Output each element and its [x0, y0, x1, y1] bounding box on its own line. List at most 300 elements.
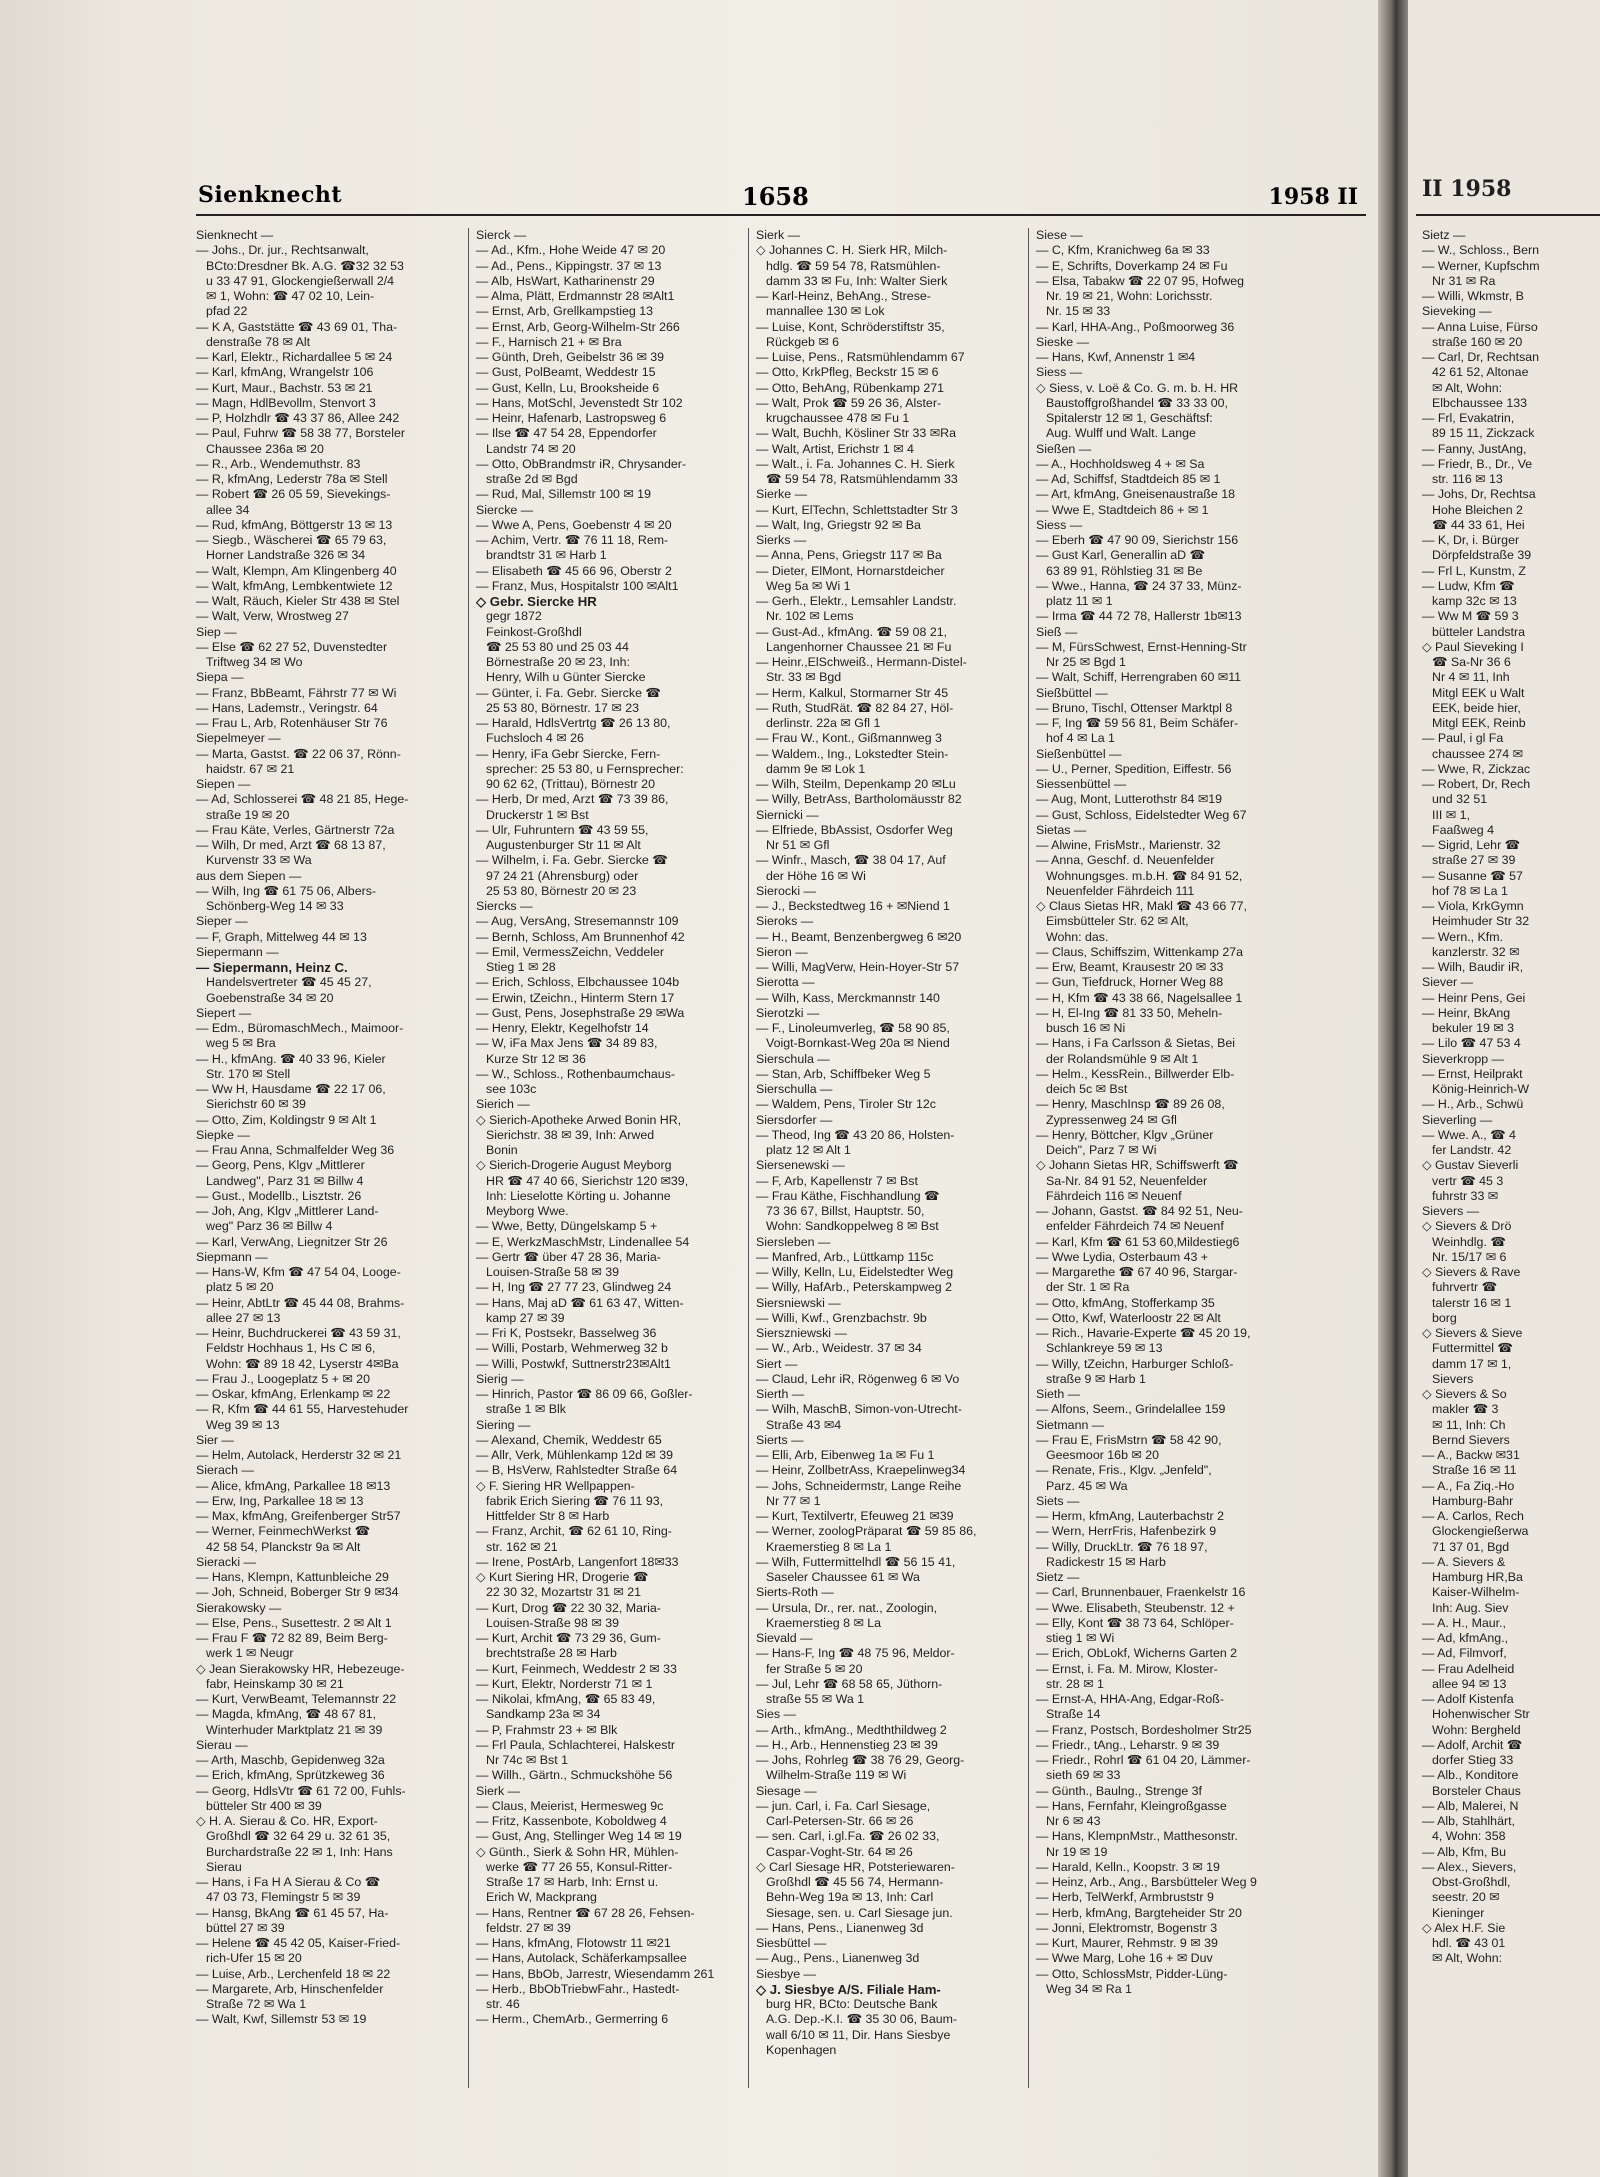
facing-page-entry-line: — Ad, kfmAng.,	[1422, 1631, 1509, 1645]
surname-heading: Siepmann —	[196, 1249, 268, 1264]
directory-entry-line: — Gust., Modellb., Lisztstr. 26	[196, 1188, 362, 1203]
directory-entry-line: — Gust, PolBeamt, Weddestr 15	[476, 365, 656, 380]
directory-entry-line: — Franz, Mus, Hospitalstr 100 ✉Alt1	[476, 578, 679, 593]
directory-entry-line: — Otto, Zim, Koldingstr 9 ✉ Alt 1	[196, 1112, 377, 1127]
directory-entry-line: — Henry, Böttcher, Klgv „Grüner	[1036, 1127, 1214, 1142]
surname-heading: Sietz —	[1036, 1570, 1080, 1584]
directory-entry-line: Carl-Petersen-Str. 66 ✉ 26	[766, 1814, 914, 1828]
surname-heading: Sietmann —	[1036, 1417, 1105, 1432]
directory-entry-line: — Wilh, Dr med, Arzt ☎ 68 13 87,	[196, 838, 386, 852]
surname-heading: Siess —	[1036, 517, 1083, 532]
year-volume: 1958 II	[1268, 184, 1358, 210]
directory-entry-line: — Bruno, Tischl, Ottenser Marktpl 8	[1036, 700, 1233, 715]
facing-page-entry-line: — Robert, Dr, Rech	[1422, 777, 1531, 791]
directory-entry-line: — F, Ing ☎ 59 56 81, Beim Schäfer-	[1036, 716, 1239, 730]
directory-entry-line: rich-Ufer 15 ✉ 20	[206, 1951, 302, 1966]
directory-entry-line: — Waldem., Ing., Lokstedter Stein-	[756, 746, 949, 761]
directory-entry-line: — Elfriede, BbAssist, Osdorfer Weg	[756, 822, 953, 837]
directory-entry-line: — Eberh ☎ 47 90 09, Sierichstr 156	[1036, 533, 1239, 547]
directory-entry-line: — Wwe E, Stadtdeich 86 + ✉ 1	[1036, 502, 1209, 517]
directory-entry-line: Straße 14	[1046, 1707, 1101, 1722]
directory-entry-line: — Elli, Arb, Eibenweg 1a ✉ Fu 1	[756, 1448, 935, 1462]
directory-entry-line: krugchaussee 478 ✉ Fu 1	[766, 411, 910, 425]
facing-page-entry-line: Hamburg HR,Ba	[1432, 1570, 1523, 1584]
facing-page-entry-line: Wohn: Bergheld	[1432, 1722, 1521, 1737]
page-header	[196, 180, 1366, 216]
directory-entry-line: Goebenstraße 34 ✉ 20	[206, 990, 334, 1005]
directory-entry-line: wall 6/10 ✉ 11, Dir. Hans Siesbye	[766, 2027, 951, 2042]
directory-entry-line: — Hans-W, Kfm ☎ 47 54 04, Looge-	[196, 1265, 401, 1279]
directory-entry-line: — Hans, KlempnMstr., Matthesonstr.	[1036, 1829, 1238, 1844]
facing-page-entry-line: fer Landstr. 42	[1432, 1143, 1512, 1157]
facing-page-entry-line: str. 116 ✉ 13	[1432, 472, 1503, 486]
surname-heading: Sierszniewski —	[756, 1326, 847, 1340]
surname-heading: aus dem Siepen —	[196, 868, 302, 883]
directory-entry-line: — Hans, Rentner ☎ 67 28 26, Fehsen-	[476, 1905, 695, 1920]
facing-page-entry-line: — W., Schloss., Bern	[1422, 243, 1540, 258]
facing-page-entry-line: — Frl, Evakatrin,	[1422, 411, 1515, 425]
facing-page-entry-line: straße 27 ✉ 39	[1432, 853, 1516, 868]
facing-page-entry-line: — Wern., Kfm.	[1422, 929, 1504, 944]
directory-entry-line: — Walt., i. Fa. Johannes C. H. Sierk	[756, 456, 955, 471]
directory-entry-line: Caspar-Voght-Str. 64 ✉ 26	[766, 1844, 913, 1859]
facing-page-entry-line: ◇ Alex H.F. Sie	[1422, 1920, 1506, 1935]
directory-entry-line: Henry, Wilh u Günter Siercke	[486, 670, 646, 685]
facing-page-list	[1422, 228, 1600, 1967]
facing-page-entry-line: — Sigrid, Lehr ☎	[1422, 838, 1521, 852]
directory-entry-line: — Walt, kfmAng, Lembkentwiete 12	[196, 578, 393, 593]
directory-entry-line: — Alfons, Seem., Grindelallee 159	[1036, 1402, 1226, 1417]
facing-page-entry-line: — Wwe. A., ☎ 4	[1422, 1127, 1516, 1142]
directory-entry-line: allee 34	[206, 502, 250, 517]
directory-entry-line: — Gust, Schloss, Eidelstedter Weg 67	[1036, 807, 1247, 822]
directory-entry-line: Horner Landstraße 326 ✉ 34	[206, 548, 366, 563]
facing-page-entry-line: ◇ Paul Sieveking I	[1422, 639, 1524, 654]
directory-entry-line: Kurvenstr 33 ✉ Wa	[206, 853, 312, 868]
facing-page-entry-line: ☎ 44 33 61, Hei	[1432, 517, 1525, 532]
surname-heading: Siepke —	[196, 1127, 250, 1142]
directory-entry-line: Louisen-Straße 98 ✉ 39	[486, 1615, 619, 1630]
directory-entry-line: Hittfelder Str 8 ✉ Harb	[486, 1509, 610, 1523]
surname-heading: Siessenbüttel —	[1036, 777, 1127, 791]
facing-page-entry-line: — Werner, Kupfschm	[1422, 258, 1540, 273]
directory-entry-line: — Wilh, Steilm, Depenkamp 20 ✉Lu	[756, 777, 956, 791]
facing-page-entry-line: — A. Carlos, Rech	[1422, 1509, 1524, 1523]
directory-entry-line: 25 53 80, Börnestr. 17 ✉ 23	[486, 700, 639, 715]
directory-entry-line: ◇ Carl Siesage HR, Potsteriewaren-	[756, 1859, 955, 1874]
directory-entry-line: — Wwe Marg, Lohe 16 + ✉ Duv	[1036, 1951, 1213, 1966]
directory-entry-line: — Georg, HdlsVtr ☎ 61 72 00, Fuhls-	[196, 1783, 406, 1798]
facing-page-entry-line: — Alb, Kfm, Bu	[1422, 1844, 1507, 1859]
facing-page-entry-line: 71 37 01, Bgd	[1432, 1539, 1510, 1554]
directory-entry-line: fer Straße 5 ✉ 20	[766, 1661, 863, 1676]
facing-page-entry-line: 89 15 11, Zickzack	[1432, 426, 1535, 441]
facing-page-entry-line: Elbchaussee 133	[1432, 395, 1528, 410]
directory-entry-line: — Heinr, AbtLtr ☎ 45 44 08, Brahms-	[196, 1295, 405, 1310]
directory-entry-line: Aug. Wulff und Walt. Lange	[1046, 426, 1196, 441]
directory-entry-line: Burchardstraße 22 ✉ 1, Inh: Hans	[206, 1844, 393, 1859]
directory-entry-line: — Helm., KessRein., Billwerder Elb-	[1036, 1066, 1235, 1081]
directory-entry-line: 25 53 80, Börnestr 20 ✉ 23	[486, 883, 637, 898]
directory-entry-line: — Margarethe ☎ 67 40 96, Stargar-	[1036, 1265, 1238, 1279]
facing-page-entry-line: — Adolf Kistenfa	[1422, 1692, 1514, 1706]
directory-entry-line: — Hans, Kwf, Annenstr 1 ✉4	[1036, 350, 1196, 364]
directory-entry-line: — Henry, iFa Gebr Siercke, Fern-	[476, 746, 661, 761]
directory-entry-line: — Walt, Schiff, Herrengraben 60 ✉11	[1036, 670, 1242, 685]
directory-entry-line: — F, Graph, Mittelweg 44 ✉ 13	[196, 929, 367, 944]
surname-heading: Sieske —	[1036, 334, 1090, 349]
facing-page-entry-line: EEK, beide hier,	[1432, 700, 1521, 715]
directory-entry-line: — Kurt, Maur., Bachstr. 53 ✉ 21	[196, 380, 373, 395]
surname-heading: Siersniewski —	[756, 1295, 841, 1310]
directory-entry-line: ◇ Kurt Siering HR, Drogerie ☎	[476, 1570, 649, 1584]
directory-entry-line: — H., Arb., Hennenstieg 23 ✉ 39	[756, 1737, 938, 1752]
directory-entry-line: — Johs, Rohrleg ☎ 38 76 29, Georg-	[756, 1753, 965, 1767]
directory-entry-line: — Else, Pens., Susettestr. 2 ✉ Alt 1	[196, 1615, 392, 1630]
directory-entry-line: — Günth, Dreh, Geibelstr 36 ✉ 39	[476, 350, 665, 364]
surname-heading: Sier —	[196, 1432, 234, 1447]
facing-page-entry-line: — Friedr, B., Dr., Ve	[1422, 456, 1533, 471]
directory-entry-line: — F, Arb, Kapellenstr 7 ✉ Bst	[756, 1173, 918, 1188]
directory-entry-line: — Aug, VersAng, Stresemannstr 109	[476, 914, 679, 929]
directory-entry-line: — Wilh, Ing ☎ 61 75 06, Albers-	[196, 883, 377, 898]
directory-entry-line: Sandkamp 23a ✉ 34	[486, 1707, 601, 1722]
facing-page-entry-line: König-Heinrich-W	[1432, 1082, 1530, 1096]
directory-entry-line: ◇ Sierich-Drogerie August Meyborg	[476, 1158, 672, 1173]
directory-entry-line: Neuenfelder Fährdeich 111	[1046, 883, 1195, 898]
directory-entry-line: — W., Arb., Weidestr. 37 ✉ 34	[756, 1341, 922, 1356]
facing-page-entry-line: — Alb, Malerei, N	[1422, 1798, 1519, 1813]
directory-entry-line: 90 62 62, (Trittau), Börnestr 20	[486, 777, 655, 791]
surname-heading: Siert —	[756, 1356, 798, 1371]
directory-entry-line: A.G. Dep.-K.I. ☎ 35 30 06, Baum-	[766, 2012, 958, 2027]
directory-page	[196, 180, 1366, 2140]
directory-entry-line: — Elsa, Tabakw ☎ 22 07 95, Hofweg	[1036, 273, 1245, 288]
directory-entry-line: — Nikolai, kfmAng, ☎ 65 83 49,	[476, 1692, 656, 1706]
surname-heading: Siepelmeyer —	[196, 731, 281, 746]
directory-entry-line: — F., Harnisch 21 + ✉ Bra	[476, 334, 622, 349]
directory-entry-line: brechtstraße 28 ✉ Harb	[486, 1646, 617, 1661]
directory-entry-line: Siesage, sen. u. Carl Siesage jun.	[766, 1905, 953, 1920]
facing-page-entry-line: ◇ Sievers & Drö	[1422, 1219, 1512, 1234]
directory-column-2	[476, 228, 740, 2078]
directory-entry-line: — Wwe., Hanna, ☎ 24 37 33, Münz-	[1036, 578, 1242, 593]
surname-heading: Sierts —	[756, 1432, 804, 1447]
directory-entry-line: — Walt, Buchh, Kösliner Str 33 ✉Ra	[756, 426, 956, 441]
directory-entry-line: — Friedr., tAng., Leharstr. 9 ✉ 39	[1036, 1737, 1220, 1752]
directory-entry-line: fabr, Heinskamp 30 ✉ 21	[206, 1676, 344, 1691]
directory-entry-line: Sa-Nr. 84 91 52, Neuenfelder	[1046, 1173, 1208, 1188]
facing-page-entry-line: Hamburg-Bahr	[1432, 1493, 1514, 1508]
directory-entry-line: Großhdl ☎ 32 64 29 u. 32 61 35,	[206, 1829, 391, 1844]
directory-entry-line: — Alb, HsWart, Katharinenstr 29	[476, 273, 655, 288]
directory-entry-line: Sierau	[206, 1859, 242, 1874]
directory-entry-line: Weg 5a ✉ Wi 1	[766, 578, 851, 593]
directory-entry-line: — Willi, Postarb, Wehmerweg 32 b	[476, 1341, 668, 1356]
directory-entry-line: — J., Beckstedtweg 16 + ✉Niend 1	[756, 899, 950, 913]
facing-page-entry-line: — Wwe, R, Zickzac	[1422, 761, 1531, 776]
directory-entry-line: — Aug., Pens., Lianenweg 3d	[756, 1951, 920, 1966]
directory-entry-line: — Emil, VermessZeichn, Veddeler	[476, 944, 665, 959]
facing-page-entry-line: Straße 16 ✉ 11	[1432, 1463, 1517, 1478]
directory-entry-line: — Hans, Maj aD ☎ 61 63 47, Witten-	[476, 1295, 684, 1310]
directory-entry-line: — Otto, Kwf, Waterloostr 22 ✉ Alt	[1036, 1310, 1221, 1325]
directory-entry-line: — Siegb., Wäscherei ☎ 65 79 63,	[196, 533, 387, 547]
directory-entry-line: — Gust, Kelln, Lu, Brooksheide 6	[476, 380, 660, 395]
surname-heading: Sieth —	[1036, 1387, 1081, 1401]
directory-entry-line: — Frau F ☎ 72 82 89, Beim Berg-	[196, 1631, 388, 1645]
facing-page-entry-line: Sietz —	[1422, 228, 1466, 242]
directory-entry-line: — Erich, Schloss, Elbchaussee 104b	[476, 975, 680, 990]
directory-entry-line: Geesmoor 16b ✉ 20	[1046, 1448, 1160, 1462]
directory-entry-line: — Ursula, Dr., rer. nat., Zoologin,	[756, 1600, 938, 1615]
directory-column-1	[196, 228, 460, 2078]
surname-heading: Sierich —	[476, 1097, 530, 1112]
facing-page-entry-line: fuhrstr 33 ✉	[1432, 1188, 1499, 1203]
directory-entry-line: — Irene, PostArb, Langenfort 18✉33	[476, 1554, 679, 1569]
facing-page-entry-line: — Fanny, JustAng,	[1422, 441, 1527, 456]
directory-entry-line: — Franz, BbBeamt, Fährstr 77 ✉ Wi	[196, 685, 397, 700]
directory-entry-line: — Luise, Pens., Ratsmühlendamm 67	[756, 350, 965, 364]
directory-entry-line: — Magn, HdlBevollm, Stenvort 3	[196, 395, 376, 410]
directory-entry-line: Nr 25 ✉ Bgd 1	[1046, 655, 1126, 669]
directory-entry-line: — Rud, Mal, Sillemstr 100 ✉ 19	[476, 487, 651, 502]
facing-page-entry-line: hdl. ☎ 43 01	[1432, 1936, 1506, 1950]
directory-entry-line: deich 5c ✉ Bst	[1046, 1082, 1128, 1096]
directory-entry-line: — Kurt, Elektr, Norderstr 71 ✉ 1	[476, 1676, 653, 1691]
directory-entry-line: Zypressenweg 24 ✉ Gfl	[1046, 1112, 1177, 1127]
directory-entry-line: — H., Beamt, Benzenbergweg 6 ✉20	[756, 929, 962, 944]
directory-entry-line: Nr 74c ✉ Bst 1	[486, 1753, 568, 1767]
directory-entry-line: Straße 17 ✉ Harb, Inh: Ernst u.	[486, 1875, 659, 1889]
facing-page-entry-line: — Frau Adelheid	[1422, 1661, 1515, 1676]
directory-entry-line: Winterhuder Marktplatz 21 ✉ 39	[206, 1722, 383, 1737]
directory-entry-line: — Gust, Ang, Stellinger Weg 14 ✉ 19	[476, 1829, 682, 1844]
directory-entry-line: platz 5 ✉ 20	[206, 1280, 274, 1295]
directory-entry-line: — Stan, Arb, Schiffbeker Weg 5	[756, 1066, 931, 1081]
directory-entry-line: Handelsvertreter ☎ 45 45 27,	[206, 975, 372, 990]
directory-entry-line: — Gerh., Elektr., Lemsahler Landstr.	[756, 594, 957, 608]
directory-entry-line: — M, FürsSchwest, Ernst-Henning-Str	[1036, 639, 1247, 654]
directory-entry-line: u 33 47 91, Glockengießerwall 2/4	[206, 273, 395, 288]
facing-page-entry-line: Sieverkropp —	[1422, 1051, 1504, 1066]
directory-entry-line: — Erw, Ing, Parkallee 18 ✉ 13	[196, 1493, 364, 1508]
facing-page-entry-line: Weinhdlg. ☎	[1432, 1234, 1506, 1249]
directory-entry-line: Meyborg Wwe.	[486, 1204, 569, 1218]
surname-heading: Siese —	[1036, 228, 1083, 242]
directory-entry-line: — jun. Carl, i. Fa. Carl Siesage,	[756, 1798, 931, 1813]
directory-entry-line: bütteler Str 400 ✉ 39	[206, 1798, 322, 1813]
directory-entry-line: — sen. Carl, i.gl.Fa. ☎ 26 02 33,	[756, 1829, 940, 1844]
facing-page-entry-line: Glockengießerwa	[1432, 1524, 1529, 1539]
directory-entry-line: — C, Kfm, Kranichweg 6a ✉ 33	[1036, 243, 1210, 258]
directory-entry-line: — Ilse ☎ 47 54 28, Eppendorfer	[476, 426, 657, 441]
directory-entry-line: — Dieter, ElMont, Hornarstdeicher	[756, 563, 945, 578]
directory-entry-line: Spitalerstr 12 ✉ 1, Geschäftsf:	[1046, 411, 1213, 425]
surname-heading: Sierth —	[756, 1387, 805, 1401]
facing-page-entry-line: — Ludw, Kfm ☎	[1422, 578, 1515, 593]
directory-entry-line: — Günter, i. Fa. Gebr. Siercke ☎	[476, 685, 661, 700]
directory-entry-line: — H, El-Ing ☎ 81 33 50, Meheln-	[1036, 1005, 1223, 1020]
directory-entry-line: — Bernh, Schloss, Am Brunnenhof 42	[476, 929, 685, 944]
directory-entry-line: — Otto, ObBrandmstr iR, Chrysander-	[476, 456, 687, 471]
surname-heading: Siersenewski —	[756, 1158, 845, 1173]
directory-entry-line: hdlg. ☎ 59 54 78, Ratsmühlen-	[766, 258, 941, 273]
directory-entry-line: — Marta, Gastst. ☎ 22 06 37, Rönn-	[196, 746, 401, 761]
directory-entry-line: — Herb, Dr med, Arzt ☎ 73 39 86,	[476, 792, 669, 807]
directory-entry-line: — Kurt, Maurer, Rehmstr. 9 ✉ 39	[1036, 1936, 1218, 1950]
directory-entry-line: — Heinr, ZollbetrAss, Kraepelinweg34	[756, 1463, 966, 1478]
directory-entry-line: — Otto, KrkPfleg, Beckstr 15 ✉ 6	[756, 365, 939, 380]
surname-heading: Siepen —	[196, 777, 251, 791]
directory-entry-line: — Willi, Postwkf, Suttnerstr23✉Alt1	[476, 1356, 671, 1371]
directory-entry-line: sprecher: 25 53 80, u Fernsprecher:	[486, 761, 684, 776]
directory-entry-line: — Claus, Meierist, Hermesweg 9c	[476, 1798, 664, 1813]
directory-entry-line: — Helene ☎ 45 42 05, Kaiser-Fried-	[196, 1936, 401, 1950]
directory-entry-line: — F., Linoleumverleg, ☎ 58 90 85,	[756, 1021, 950, 1035]
directory-entry-line: — Herb, kfmAng, Bargteheider Str 20	[1036, 1905, 1242, 1920]
facing-page-entry-line: chaussee 274 ✉	[1432, 746, 1523, 761]
directory-entry-line: — Luise, Arb., Lerchenfeld 18 ✉ 22	[196, 1966, 391, 1981]
facing-page-header: II 1958	[1422, 176, 1512, 202]
directory-entry-line: — R., Arb., Wendemuthstr. 83	[196, 456, 361, 471]
directory-entry-line: Börnestraße 20 ✉ 23, Inh:	[486, 655, 631, 669]
directory-entry-line: — Kurt, Archit ☎ 73 29 36, Gum-	[476, 1631, 661, 1645]
facing-page-entry-line: — Ernst, Heilprakt	[1422, 1066, 1523, 1081]
directory-entry-line: Eimsbütteler Str. 62 ✉ Alt,	[1046, 914, 1189, 929]
directory-entry-line: — Else ☎ 62 27 52, Duvenstedter	[196, 639, 388, 654]
directory-entry-line: Sierichstr. 38 ✉ 39, Inh: Arwed	[486, 1127, 655, 1142]
facing-page-entry-line: kanzlerstr. 32 ✉	[1432, 944, 1520, 959]
directory-entry-line: — Ad., Kfm., Hohe Weide 47 ✉ 20	[476, 243, 666, 258]
directory-entry-line: — Gertr ☎ über 47 28 36, Maria-	[476, 1249, 661, 1264]
directory-entry-line: — Karl, kfmAng, Wrangelstr 106	[196, 365, 374, 380]
directory-entry-line: — Herb., BbObTriebwFahr., Hastedt-	[476, 1981, 680, 1996]
facing-page-entry-line: — Anna Luise, Fürso	[1422, 319, 1538, 334]
facing-page-entry-line: ◇ Sievers & Sieve	[1422, 1326, 1523, 1340]
surname-heading: Sievald —	[756, 1631, 813, 1645]
directory-entry-line: — Hansg, BkAng ☎ 61 45 57, Ha-	[196, 1905, 389, 1920]
facing-page-entry-line: ✉ 11, Inh: Ch	[1432, 1417, 1506, 1432]
directory-entry-line: — Walt, Artist, Erichstr 1 ✉ 4	[756, 441, 914, 456]
facing-page-entry-line: Kaiser-Wilhelm-	[1432, 1585, 1520, 1600]
surname-heading: Sierks —	[756, 533, 807, 547]
directory-entry-line: — Fritz, Kassenbote, Koboldweg 4	[476, 1814, 667, 1828]
directory-entry-line: Sierichstr 60 ✉ 39	[206, 1097, 306, 1112]
directory-entry-line: BCto:Dresdner Bk. A.G. ☎32 32 53	[206, 258, 404, 273]
directory-entry-line: — Alwine, FrisMstr., Marienstr. 32	[1036, 838, 1221, 852]
directory-entry-line: — Ruth, StudRät. ☎ 82 84 27, Höl-	[756, 700, 954, 715]
surname-heading: Sieracki —	[196, 1554, 256, 1569]
directory-entry-line: Fuchsloch 4 ✉ 26	[486, 731, 584, 746]
surname-heading: Siesbüttel —	[756, 1936, 827, 1950]
directory-entry-line: HR ☎ 47 40 66, Sierichstr 120 ✉39,	[486, 1173, 689, 1188]
surname-heading: Sietas —	[1036, 822, 1087, 837]
directory-entry-line: damm 9e ✉ Lok 1	[766, 761, 866, 776]
directory-entry-line: brandtstr 31 ✉ Harb 1	[486, 548, 607, 563]
directory-entry-line: — Ad, Schlosserei ☎ 48 21 85, Hege-	[196, 792, 409, 807]
directory-entry-line: Nr 19 ✉ 19	[1046, 1844, 1108, 1859]
directory-entry-line: büttel 27 ✉ 39	[206, 1920, 285, 1935]
directory-entry-line: — Wilh, MaschB, Simon-von-Utrecht-	[756, 1402, 962, 1417]
directory-entry-line: — Erich, ObLokf, Wicherns Garten 2	[1036, 1646, 1238, 1661]
facing-page-entry-line: — Viola, KrkGymn	[1422, 899, 1524, 913]
directory-entry-line: — Walt, Räuch, Kieler Str 438 ✉ Stel	[196, 594, 400, 608]
directory-entry-line: — Herm., ChemArb., Germerring 6	[476, 2012, 669, 2027]
directory-entry-line: Inh: Lieselotte Körting u. Johanne	[486, 1188, 671, 1203]
facing-page-entry-line: — A. Sievers &	[1422, 1554, 1506, 1569]
directory-entry-line: — Arth., kfmAng., Medththildweg 2	[756, 1722, 947, 1737]
facing-page-rule	[1416, 214, 1600, 216]
surname-heading: Sienknecht —	[196, 228, 274, 242]
directory-entry-line: — Frau Anna, Schmalfelder Weg 36	[196, 1143, 395, 1157]
directory-entry-line: — Wwe Lydia, Osterbaum 43 +	[1036, 1249, 1209, 1264]
directory-entry-line: — Erwin, tZeichn., Hinterm Stern 17	[476, 990, 675, 1005]
facing-page-entry-line: ✉ Alt, Wohn:	[1432, 1951, 1503, 1966]
directory-entry-line: — Willy, Kelln, Lu, Eidelstedter Weg	[756, 1265, 954, 1279]
facing-page-entry-line: vertr ☎ 45 3	[1432, 1173, 1504, 1188]
directory-entry-line: — Franz, Archit, ☎ 62 61 10, Ring-	[476, 1524, 672, 1539]
surname-heading: Siepert —	[196, 1005, 252, 1020]
directory-entry-line: kamp 27 ✉ 39	[486, 1310, 565, 1325]
facing-page-entry-line: Hohenwischer Str	[1432, 1707, 1530, 1722]
directory-entry-line: — Arth, Maschb, Gepidenweg 32a	[196, 1753, 385, 1767]
directory-entry-line: — Herm, kfmAng, Lauterbachstr 2	[1036, 1509, 1224, 1523]
directory-entry-line: — Ad, Schiffsf, Stadtdeich 85 ✉ 1	[1036, 472, 1221, 486]
directory-entry-line: ◇ H. A. Sierau & Co. HR, Export-	[196, 1814, 378, 1828]
directory-entry-line: Str. 170 ✉ Stell	[206, 1066, 291, 1081]
directory-entry-line: — Willy, BetrAss, Bartholomäusstr 82	[756, 792, 962, 807]
directory-entry-line: burg HR, BCto: Deutsche Bank	[766, 1997, 938, 2011]
directory-entry-line: — Alma, Plätt, Erdmannstr 28 ✉Alt1	[476, 289, 675, 303]
directory-entry-line: Nr 51 ✉ Gfl	[766, 838, 830, 852]
facing-page-entry-line: Nr. 15/17 ✉ 6	[1432, 1249, 1507, 1264]
facing-page-entry-line: kamp 32c ✉ 13	[1432, 594, 1517, 608]
directory-entry-line: — Willy, tZeichn, Harburger Schloß-	[1036, 1356, 1234, 1371]
facing-page-entry-line: bütteler Landstra	[1432, 624, 1525, 639]
facing-page-entry-line: — Frl L, Kunstm, Z	[1422, 563, 1526, 578]
directory-entry-line: — Johann, Gastst. ☎ 84 92 51, Neu-	[1036, 1204, 1243, 1218]
directory-entry-line: — Hans, Fernfahr, Kleingroßgasse	[1036, 1798, 1227, 1813]
directory-entry-line: ◇ F. Siering HR Wellpappen-	[476, 1478, 635, 1493]
surname-heading: Sierts-Roth —	[756, 1585, 834, 1600]
surname-heading: Sießenbüttel —	[1036, 746, 1122, 761]
facing-page-entry-line: damm 17 ✉ 1,	[1432, 1356, 1512, 1371]
page-number: 1658	[742, 182, 809, 211]
surname-heading: Siersleben —	[756, 1234, 831, 1249]
directory-entry-line: straße 9 ✉ Harb 1	[1046, 1371, 1146, 1386]
directory-entry-line: — Hans, i Fa Carlsson & Sietas, Bei	[1036, 1036, 1236, 1051]
directory-entry-line: Augustenburger Str 11 ✉ Alt	[486, 838, 641, 852]
directory-entry-line: — Willi, Kwf., Grenzbachstr. 9b	[756, 1310, 927, 1325]
directory-entry-line: ◇ Siess, v. Loë & Co. G. m. b. H. HR	[1036, 380, 1239, 395]
directory-entry-line: — Herm, Kalkul, Stormarner Str 45	[756, 685, 949, 700]
directory-entry-line: — Joh, Schneid, Boberger Str 9 ✉34	[196, 1585, 399, 1600]
directory-entry-line: — Walt, Verw, Wrostweg 27	[196, 609, 349, 624]
directory-entry-line: — Ww H, Hausdame ☎ 22 17 06,	[196, 1082, 386, 1096]
running-head: Sienknecht	[198, 182, 343, 208]
directory-entry-line: Saseler Chaussee 61 ✉ Wa	[766, 1570, 920, 1584]
directory-entry-line: der Höhe 16 ✉ Wi	[766, 868, 866, 883]
directory-entry-line: — Jul, Lehr ☎ 68 58 65, Jüthorn-	[756, 1676, 943, 1691]
directory-entry-line: — Hans, Klempn, Kattunbleiche 29	[196, 1570, 389, 1584]
directory-entry-line: Baustoffgroßhandel ☎ 33 33 00,	[1046, 395, 1228, 410]
directory-entry-line: — Kurt, VerwBeamt, Telemannstr 22	[196, 1692, 397, 1706]
directory-entry-line: — Frau W., Kont., Gißmannweg 3	[756, 731, 942, 746]
directory-entry-line: — Georg, Pens, Klgv „Mittlerer	[196, 1158, 365, 1173]
directory-entry-line: — Herb, TelWerkf, Armbruststr 9	[1036, 1890, 1214, 1905]
surname-heading: Sieron —	[756, 944, 808, 959]
